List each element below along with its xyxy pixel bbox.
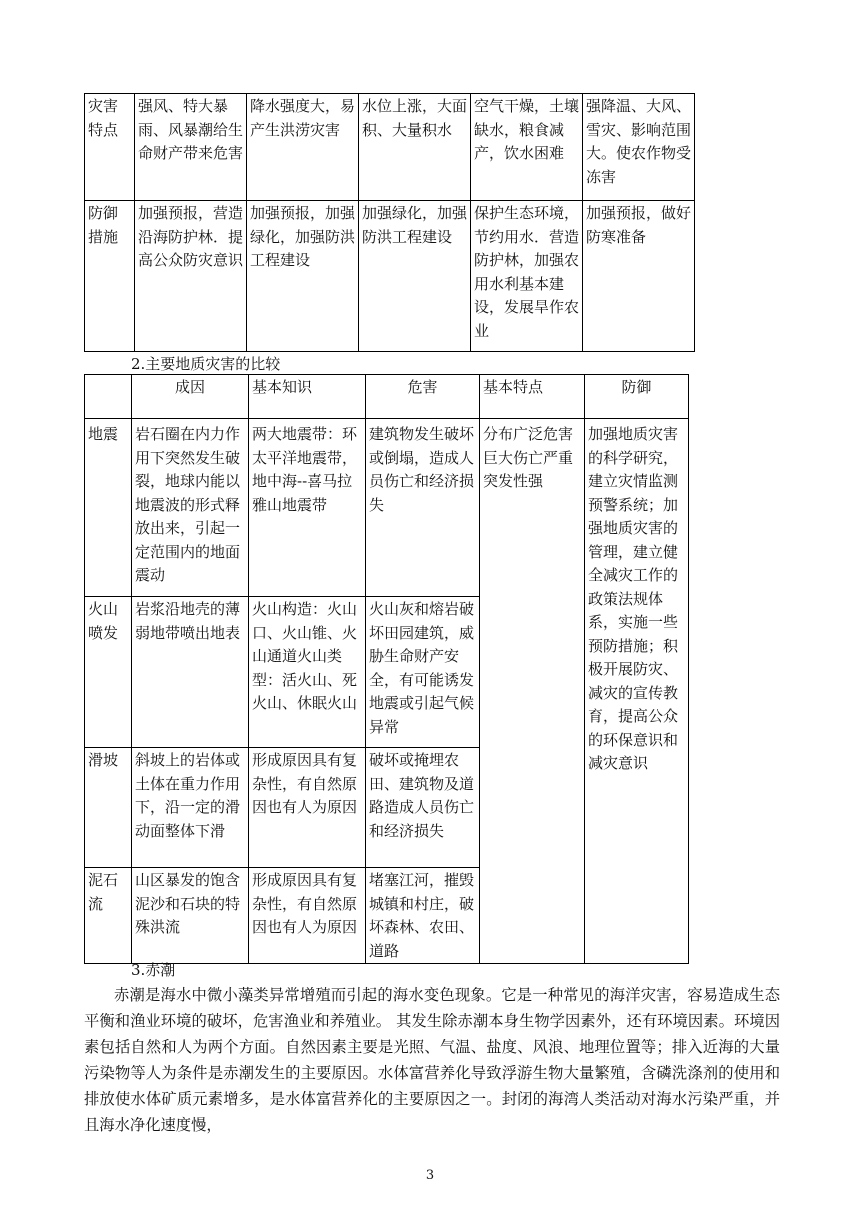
header-cell: 基本知识 [249, 375, 366, 419]
table-cell: 加强预报，加强绿化，加强防洪工程建设 [247, 201, 359, 352]
table-row [85, 201, 695, 352]
header-cell: 基本特点 [480, 375, 585, 419]
table-cell: 保护生态环境，节约用水．营造防护林，加强农用水利基本建设，发展旱作农业 [471, 201, 583, 352]
header-cell [85, 375, 132, 419]
table-cell: 降水强度大，易产生洪涝灾害 [247, 94, 359, 201]
section-title: 3.赤潮 [131, 961, 176, 979]
body-text [84, 982, 780, 1138]
header-cell: 危害 [366, 375, 480, 419]
row-label: 火山喷发 [85, 597, 132, 748]
paragraph: 赤潮是海水中微小藻类异常增殖而引起的海水变色现象。它是一种常见的海洋灾害，容易造成生态平衡和渔业环境的破坏，危害渔业和养殖业。 其发生除赤潮本身生物学因素外，还有环境因素。环境因素包括自然和人为两个方面。自然因素主要是光照、气温、盐度、风浪、地理位置等；排入近海的大量污染物等人为条件是赤潮发生的主要原因。水体富营养化导致浮游生物大量繁殖，含磷洗涤剂的使用和排放使水体矿质元素增多，是水体富营养化的主要原因之一。封闭的海湾人类活动对海水污染严重，并且海水净化速度慢， [84, 986, 780, 1134]
section-title: 2.主要地质灾害的比较 [131, 355, 281, 373]
table-cell: 岩石圈在内力作用下突然发生破裂，地球内能以地震波的形式释放出来，引起一定范围内的地面震动 [132, 419, 249, 597]
table-cell: 加强地质灾害的科学研究，建立灾情监测预警系统；加强地质灾害的管理，建立健全减灾工作的政策法规体系，实施一些预防措施；积极开展防灾、减灾的宣传教育，提高公众的环保意识和减灾意识 [585, 419, 689, 964]
table-header-row [85, 375, 689, 419]
row-label: 泥石流 [85, 868, 132, 964]
table-cell: 火山灰和熔岩破坏田园建筑，威胁生命财产安全，有可能诱发地震或引起气候异常 [366, 597, 480, 748]
header-cell: 成因 [132, 375, 249, 419]
table-cell: 形成原因具有复杂性，有自然原因也有人为原因 [249, 748, 366, 868]
row-label: 地震 [85, 419, 132, 597]
meteorological-disaster-table [84, 93, 695, 352]
table-row [85, 94, 695, 201]
header-cell: 防御 [585, 375, 689, 419]
table-cell: 岩浆沿地壳的薄弱地带喷出地表 [132, 597, 249, 748]
table-cell: 斜坡上的岩体或土体在重力作用下，沿一定的滑动面整体下滑 [132, 748, 249, 868]
table-cell: 两大地震带：环太平洋地震带，地中海--喜马拉雅山地震带 [249, 419, 366, 597]
table-cell: 空气干燥，土壤缺水，粮食减产，饮水困难 [471, 94, 583, 201]
table-cell: 加强预报，做好防寒准备 [583, 201, 695, 352]
table-cell: 加强绿化，加强防洪工程建设 [359, 201, 471, 352]
row-label: 防御措施 [85, 201, 135, 352]
table-cell: 建筑物发生破坏或倒塌，造成人员伤亡和经济损失 [366, 419, 480, 597]
table-cell: 堵塞江河，摧毁城镇和村庄，破坏森林、农田、道路 [366, 868, 480, 964]
table-cell: 破坏或掩埋农田、建筑物及道路造成人员伤亡和经济损失 [366, 748, 480, 868]
table-cell: 加强预报，营造沿海防护林．提高公众防灾意识 [135, 201, 247, 352]
table-cell: 火山构造：火山口、火山锥、火山通道火山类型：活火山、死火山、休眠火山 [249, 597, 366, 748]
table-cell: 形成原因具有复杂性，有自然原因也有人为原因 [249, 868, 366, 964]
table-cell: 分布广泛危害巨大伤亡严重突发性强 [480, 419, 585, 964]
table-cell: 强风、特大暴雨、风暴潮给生命财产带来危害 [135, 94, 247, 201]
row-label: 灾害特点 [85, 94, 135, 201]
geological-disaster-table [84, 374, 689, 964]
table-cell: 水位上涨，大面积、大量积水 [359, 94, 471, 201]
page-number: 3 [425, 1168, 435, 1183]
table-cell: 山区暴发的饱含泥沙和石块的特殊洪流 [132, 868, 249, 964]
row-label: 滑坡 [85, 748, 132, 868]
table-cell: 强降温、大风、雪灾、影响范围大。使农作物受冻害 [583, 94, 695, 201]
table-row [85, 419, 689, 597]
